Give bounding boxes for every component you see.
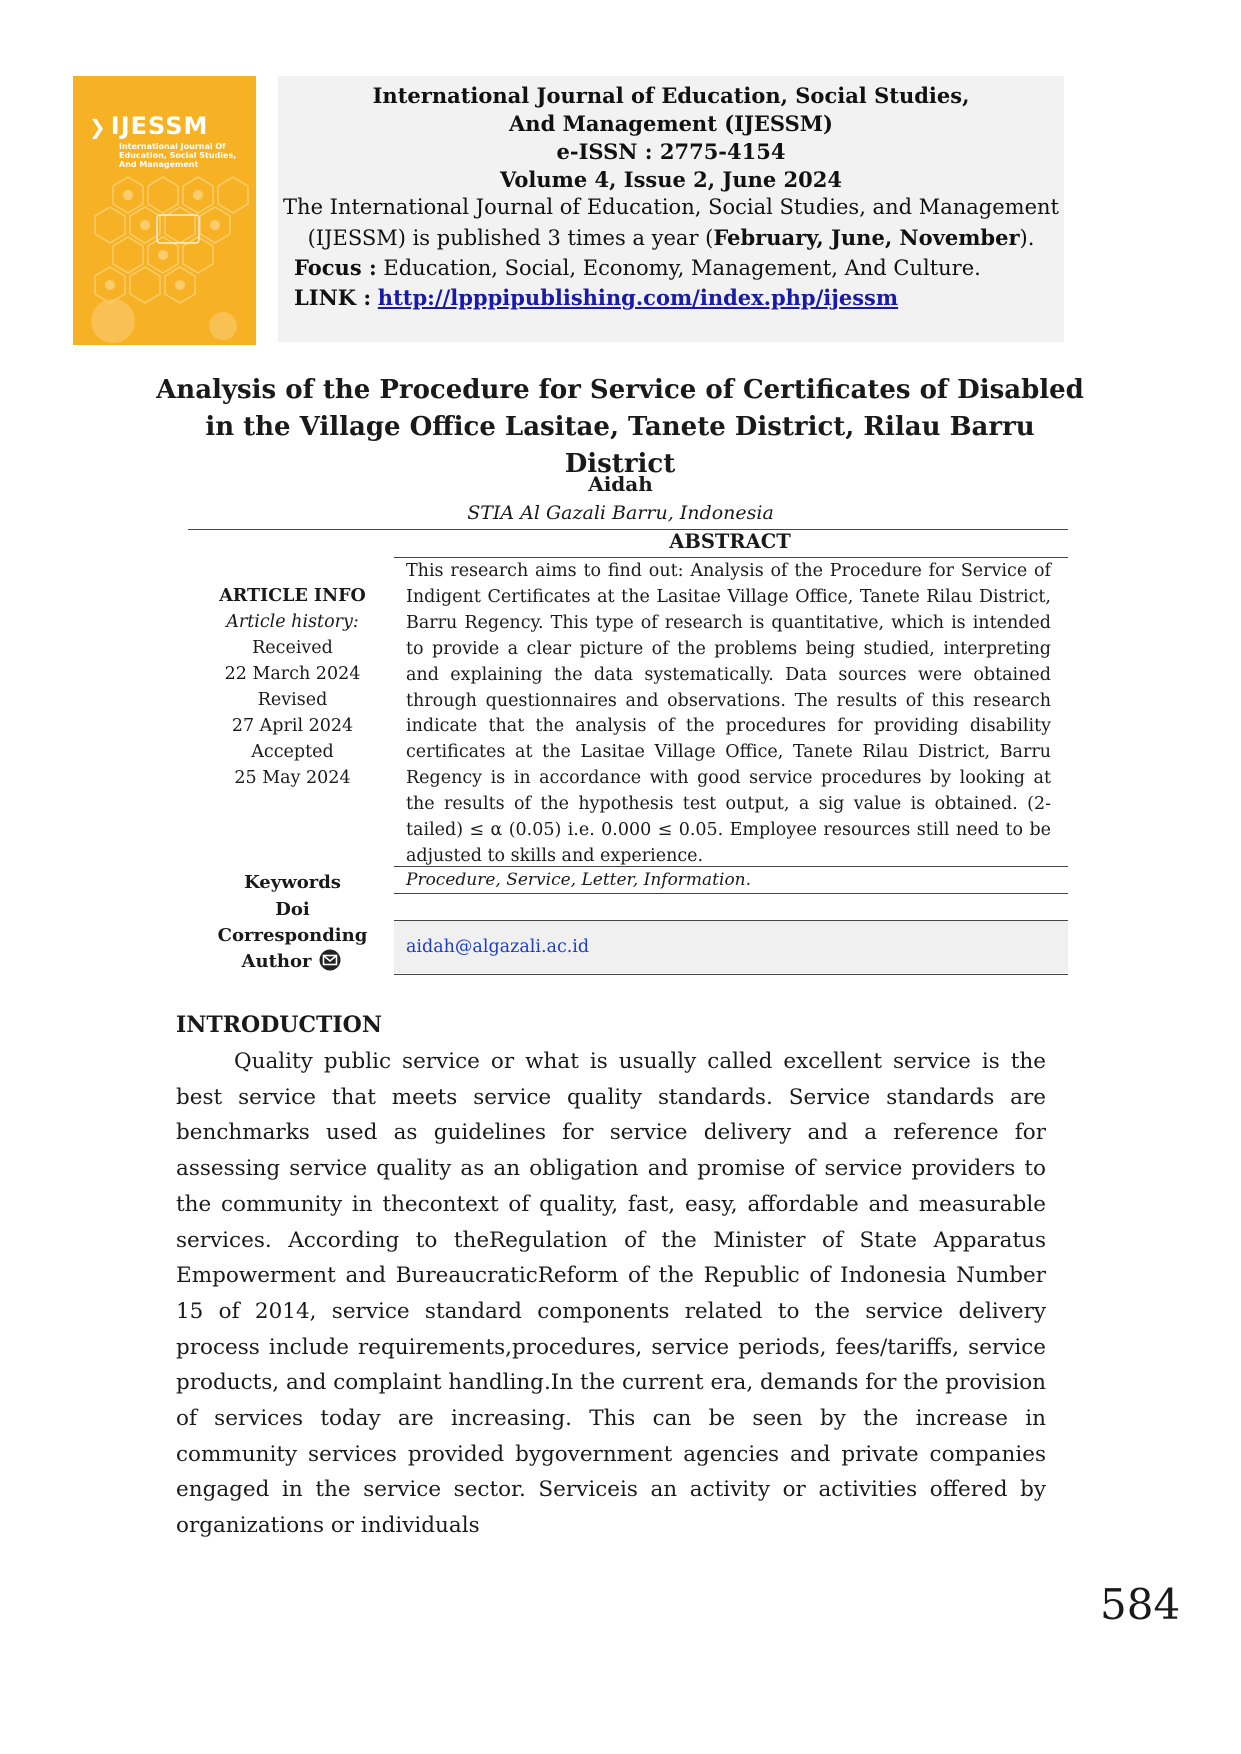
keywords-value: Procedure, Service, Letter, Information. — [406, 870, 752, 890]
journal-eissn: e-ISSN : 2775-4154 — [556, 139, 786, 164]
journal-name-line1: International Journal of Education, Social Studies, — [372, 83, 970, 108]
journal-focus — [294, 255, 1064, 280]
journal-publication-months: February, June, November — [713, 225, 1020, 250]
journal-link-row — [294, 285, 1064, 310]
journal-desc-line1: The International Journal of Education, Social Studies, and Management — [283, 195, 1059, 219]
envelope-icon — [317, 949, 343, 971]
cover-logo-text: IJESSM — [110, 112, 209, 140]
journal-desc-post: ). — [1019, 226, 1035, 250]
revised-date: 27 April 2024 — [231, 716, 354, 736]
article-title: Analysis of the Procedure for Service of Certificates of Disabled in the Village Office Lasitae, Tanete District, Rilau Barru District — [156, 375, 1084, 479]
link-label: LINK : — [294, 285, 372, 310]
journal-volume: Volume 4, Issue 2, June 2024 — [500, 167, 842, 192]
article-info — [200, 583, 385, 791]
article-history-label: Article history: — [226, 612, 359, 632]
author-affiliation: STIA Al Gazali Barru, Indonesia — [467, 502, 774, 524]
journal-desc-line2 — [278, 225, 1064, 250]
keywords-label: Keywords — [244, 872, 341, 893]
focus-text: Education, Social, Economy, Management, And Culture. — [376, 256, 981, 280]
journal-url-link[interactable]: http://lpppipublishing.com/index.php/ijessm — [377, 285, 899, 310]
abstract-text: This research aims to find out: Analysis of the Procedure for Service of Indigent Certificates at the Lasitae Village Office, Tanete Rilau District, Barru Regency. This type of research is quantitative, which is intended to provide a clear picture of the problems being studied, interpreting and explaining the data systematically. Data sources were obtained through questionnaires and observations. The results of this research indicate that the analysis of the procedures for providing disability certificates at the Lasitae Village Office, Tanete Rilau District, Barru Regency is in accordance with good service procedures by looking at the results of the hypothesis test output, a sig value is obtained. (2-tailed) ≤ α (0.05) i.e. 0.000 ≤ 0.05. Employee resources still need to be adjusted to skills and experience. — [406, 561, 1051, 866]
section-heading-introduction: INTRODUCTION — [176, 1012, 382, 1038]
journal-header — [278, 76, 1064, 342]
focus-label: Focus : — [294, 255, 377, 280]
abstract-head-rule — [394, 557, 1068, 558]
received-label: Received — [252, 638, 333, 658]
received-date: 22 March 2024 — [224, 664, 361, 684]
introduction-paragraph: Quality public service or what is usually called excellent service is the best service that meets service quality standards. Service standards are benchmarks used as guidelines for service delivery and a reference for assessing service quality as an obligation and promise of service providers to the community in thecontext of quality, fast, easy, affordable and measurable services. According to theRegulation of the Minister of State Apparatus Empowerment and BureaucraticReform of the Republic of Indonesia Number 15 of 2014, service standard components related to the service delivery process include requirements,procedures, service periods, fees/tariffs, service products, and complaint handling.In the current era, demands for the provision of services today are increasing. This can be seen by the increase in community services provided bygovernment agencies and private companies engaged in the service sector. Serviceis an activity or activities offered by organizations or individuals — [176, 1049, 1046, 1539]
cover-subtitle: International Journal Of Education, Social Studies, And Management — [119, 142, 237, 169]
abstract-heading: ABSTRACT — [669, 530, 791, 553]
corresponding-label-line1: Corresponding — [217, 925, 368, 946]
corresponding-author-label — [200, 923, 385, 975]
keywords-bottom-rule — [394, 893, 1068, 894]
journal-desc-pre: (IJESSM) is published 3 times a year ( — [307, 226, 714, 250]
journal-cover-image — [73, 76, 256, 345]
table-bottom-rule — [394, 974, 1068, 975]
accepted-date: 25 May 2024 — [234, 768, 351, 788]
corresponding-label-line2: Author — [241, 951, 312, 972]
author-email-link[interactable]: aidah@algazali.ac.id — [406, 937, 590, 957]
doi-label: Doi — [275, 899, 310, 920]
cover-logo: ❯ IJESSM — [89, 112, 209, 140]
journal-name-line2: And Management (IJESSM) — [509, 111, 833, 136]
article-info-heading: ARTICLE INFO — [219, 586, 366, 606]
article-author: Aidah — [588, 472, 653, 496]
revised-label: Revised — [257, 690, 328, 710]
accepted-label: Accepted — [251, 742, 334, 762]
page-number: 584 — [1100, 1580, 1181, 1629]
